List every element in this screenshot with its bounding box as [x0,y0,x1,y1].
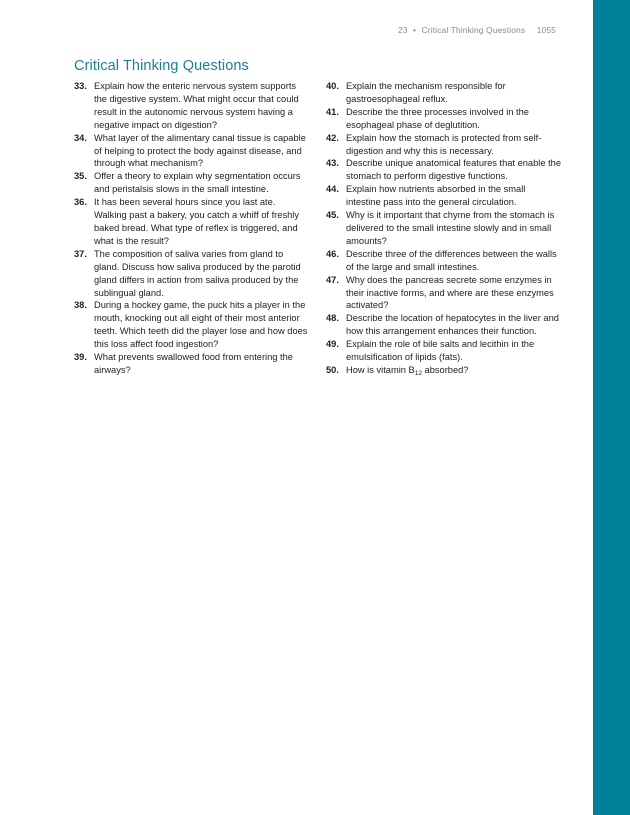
chapter-number: 23 [397,25,408,35]
question-item [326,132,562,158]
questions-right-column [326,80,562,377]
question-text: Offer a theory to explain why segmentation occurs and peristalsis slows in the small intestine. [94,171,301,195]
question-item [74,80,310,132]
question-number: 46. [326,248,339,259]
question-text: Describe three of the differences between the walls of the large and small intestines. [346,248,557,272]
question-number: 38. [74,300,87,311]
question-number: 48. [326,313,339,324]
question-text: Why does the pancreas secrete some enzymes in their inactive forms, and where are these enzymes activated? [346,274,554,311]
question-number: 35. [74,171,87,182]
question-number: 43. [326,158,339,169]
question-number: 47. [326,274,339,285]
question-number: 34. [74,132,87,143]
question-number: 42. [326,132,339,143]
question-text: Describe the location of hepatocytes in the liver and how this arrangement enhances their function. [346,313,559,337]
question-text: What layer of the alimentary canal tissue is capable of helping to protect the body against disease, and through what mechanism? [94,132,306,169]
question-text [346,364,562,377]
question-item [74,170,310,196]
question-text: Describe the three processes involved in the esophageal phase of deglutition. [346,106,529,130]
question-item [326,106,562,132]
question-text: Why is it important that chyme from the stomach is delivered to the small intestine slowly and in small amounts? [346,210,555,246]
question-item [326,248,562,274]
question-item [326,209,562,248]
question-item [326,80,562,106]
chapter-side-band [593,0,630,815]
question-item [326,157,562,183]
question-item [74,248,310,300]
vitamin-subscript: 12 [414,369,422,377]
section-title: Critical Thinking Questions [74,58,249,74]
question-number: 33. [74,81,87,91]
questions-left-column [74,80,310,377]
question-number: 36. [74,197,87,208]
question-item [326,183,562,209]
header-separator: • [413,25,417,35]
question-number: 49. [326,339,339,350]
question-number: 37. [74,248,87,259]
question-item [326,274,562,313]
question-text-before: How is vitamin B [346,364,415,375]
question-text: Explain how the enteric nervous system supports the digestive system. What might occur that could result in the autonomic nervous system having a negative impact on digestion? [94,81,299,130]
question-text: What prevents swallowed food from entering the airways? [94,352,293,375]
question-item [326,364,562,377]
question-item [74,132,310,171]
question-text: It has been several hours since you last ate. Walking past a bakery, you catch a whiff of freshly baked bread. What type of reflex is triggered, and what is the result? [94,197,299,246]
question-number: 41. [326,106,339,117]
question-number: 45. [326,210,339,221]
question-text: The composition of saliva varies from gland to gland. Discuss how saliva produced by the parotid gland differs in action from saliva produced by the sublingual gland. [94,248,301,298]
question-item [74,351,310,377]
chapter-title: Critical Thinking Questions [421,25,526,35]
question-item [74,196,310,248]
running-head [398,25,556,35]
question-text: Describe unique anatomical features that enable the stomach to perform digestive functions. [346,158,561,182]
question-number: 44. [326,184,339,195]
question-item [326,312,562,338]
question-number: 50. [326,364,339,375]
question-number: 39. [74,352,87,363]
question-text: During a hockey game, the puck hits a player in the mouth, knocking out all eight of their most anterior teeth. Which teeth did the player lose and how does this loss affect food ingestion? [94,300,308,350]
question-text: Explain how the stomach is protected from self-digestion and why this is necessary. [346,132,542,156]
question-item [74,299,310,351]
question-text: Explain how nutrients absorbed in the small intestine pass into the general circulation. [346,184,526,208]
question-text: Explain the role of bile salts and lecithin in the emulsification of lipids (fats). [346,339,535,363]
question-item [326,338,562,364]
question-text-after: absorbed? [421,364,469,375]
question-text: Explain the mechanism responsible for gastroesophageal reflux. [346,81,506,104]
page-number: 1055 [536,25,556,35]
question-number: 40. [326,81,339,91]
